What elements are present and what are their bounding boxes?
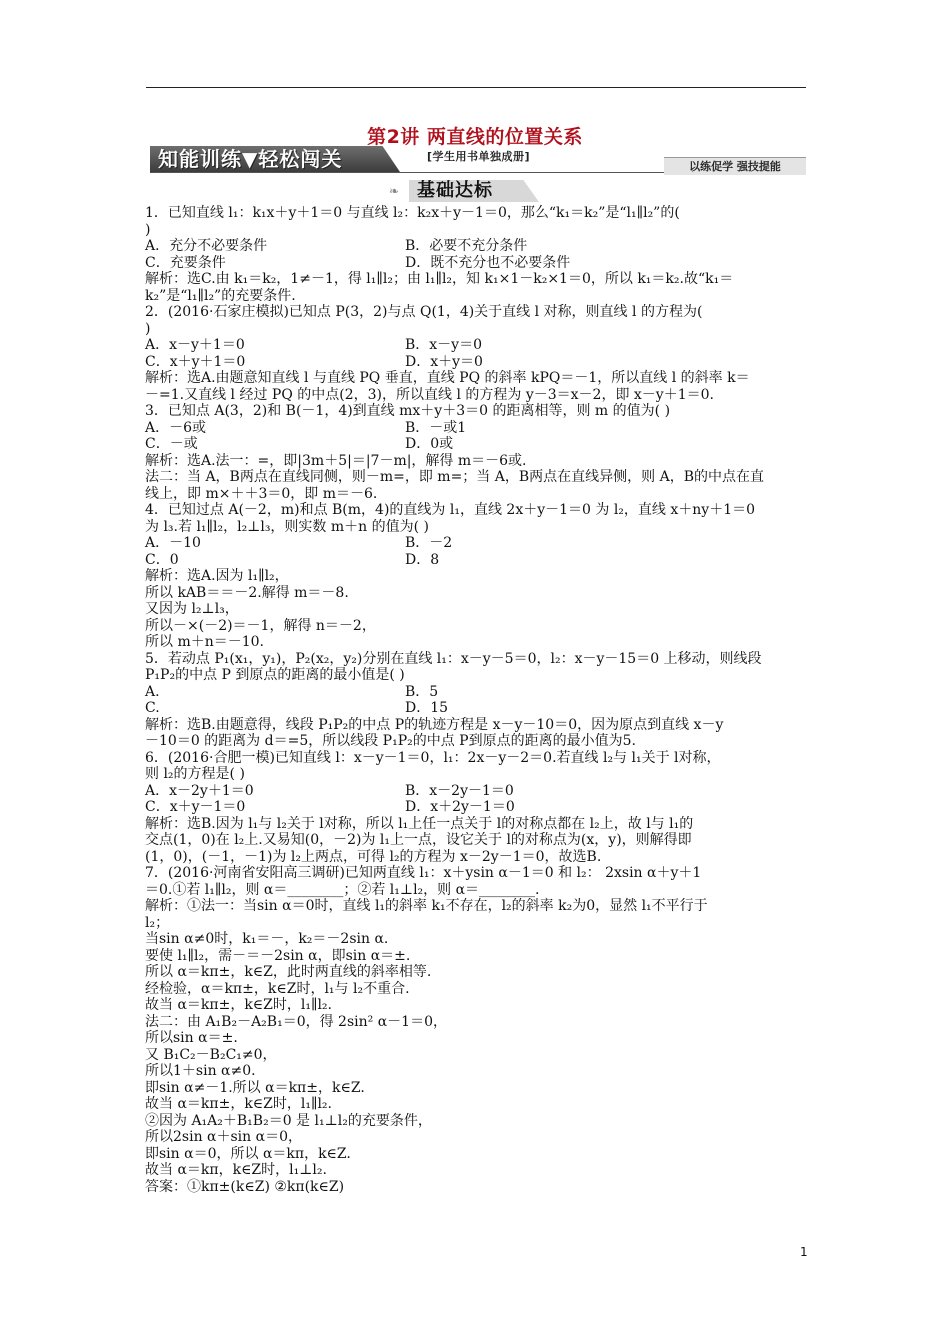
section-heading-text: 基础达标 [417,180,493,201]
option-text: B．必要不充分条件 [405,238,528,254]
section-heading [389,178,559,202]
text-line: 解析：选C.由 k₁＝k₂，1≠－1，得 l₁∥l₂；由 l₁∥l₂，知 k₁×1－k₂×1＝0，所以 k₁＝k₂.故“k₁＝ [145,271,734,287]
text-line: 所以2sin α＋sin α＝0， [145,1129,302,1145]
text-line: 故当 α＝kπ±，k∈Z时，l₁∥l₂. [145,997,332,1013]
option-text: B．－或1 [405,419,467,436]
banner-text: 知能训练▼轻松闯关 [158,147,343,171]
option-text: A．x－2y＋1＝0 [145,782,254,799]
option-row [145,354,807,371]
text-line: ) [145,320,151,337]
text-line: P₁P₂的中点 P 到原点的距离的最小值是( ) [145,667,405,683]
option-text: B．x－2y－1＝0 [405,782,514,799]
option-row [145,238,807,255]
section-decoration-icon: ❧ [389,184,400,198]
option-text: A．－10 [145,535,201,551]
text-line: 所以 m＋n＝－10. [145,634,265,650]
text-line: l₂； [145,914,170,931]
text-line: 解析：选B.因为 l₁与 l₂关于 l对称，所以 l₁上任一点关于 l的对称点都在 l₂上，故 l与 l₁的 [145,815,694,832]
text-line: 2．(2016·石家庄模拟)已知点 P(3，2)与点 Q(1，4)关于直线 l 对称，则直线 l 的方程为( [145,304,703,320]
text-line: 法二：由 A₁B₂－A₂B₁＝0，得 2sin² α－1＝0， [145,1013,447,1030]
top-rule [146,87,806,88]
text-line: 3．已知点 A(3，2)和 B(－1，4)到直线 mx＋y＋3＝0 的距离相等，则 m 的值为( ) [145,403,671,419]
text-line: 解析：选A.因为 l₁∥l₂， [145,568,289,584]
text-line: 1．已知直线 l₁：k₁x＋y＋1＝0 与直线 l₂：k₂x＋y－1＝0，那么“k₁＝k₂”是“l₁∥l₂”的( [145,205,680,221]
option-text: D．8 [405,551,440,568]
text-line: 所以 kAB＝＝－2.解得 m＝－8. [145,584,349,601]
text-line: 当sin α≠0时，k₁＝－，k₂＝－2sin α. [145,931,389,947]
option-text: B．－2 [405,535,453,551]
option-row [145,255,807,272]
text-line: 要使 l₁∥l₂，需－＝－2sin α，即sin α＝±. [145,947,411,964]
text-line: 即sin α＝0，所以 α＝kπ，k∈Z. [145,1145,351,1162]
text-line: 7．(2016·河南省安阳高三调研)已知两直线 l₁：x＋ysin α－1＝0 和 l₂： 2xsin α＋y＋1 [145,865,702,881]
text-line: 所以 α＝kπ±，k∈Z，此时两直线的斜率相等. [145,964,432,980]
text-line: 交点(1，0)在 l₂上.又易知(0，－2)为 l₁上一点，设它关于 l的对称点为(x，y)，则解得即 [145,832,692,848]
option-text: A．－6或 [145,419,207,436]
option-text: C．－或 [145,436,198,452]
text-line: 线上，即 m×＋＋3＝0，即 m＝－6. [145,485,378,502]
option-text: A．充分不必要条件 [145,238,268,254]
text-line: 即sin α≠－1.所以 α＝kπ±，k∈Z. [145,1079,365,1096]
banner-slogan: 以练促学 强技提能 [664,157,806,175]
option-row [145,535,807,552]
text-line: ) [145,221,151,238]
text-line: 所以1＋sin α≠0. [145,1063,256,1079]
text-line: ②因为 A₁A₂＋B₁B₂＝0 是 l₁⊥l₂的充要条件， [145,1112,432,1129]
option-row [145,684,807,701]
option-text: B．5 [405,683,439,700]
lesson-title: 第2讲 两直线的位置关系 [367,126,583,148]
text-line: 解析：①法一：当sin α＝0时，直线 l₁的斜率 k₁不存在，l₂的斜率 k₂为0，显然 l₁不平行于 [145,898,708,914]
option-text: A. [145,683,160,700]
option-text: D．15 [405,700,449,716]
text-line: 又因为 l₂⊥l₃， [145,601,239,617]
option-text: C．0 [145,551,179,568]
text-line: 解析：选B.由题意得，线段 P₁P₂的中点 P的轨迹方程是 x－y－10＝0，因为原点到直线 x－y [145,716,724,733]
option-row [145,436,807,453]
text-line: －=1.又直线 l 经过 PQ 的中点(2，3)，所以直线 l 的方程为 y－3＝x－2，即 x－y＋1＝0. [145,386,714,403]
option-text: C．x＋y－1＝0 [145,799,246,815]
section-banner [150,146,440,174]
text-line: 法二：当 A，B两点在直线同侧，则－m=，即 m=；当 A，B两点在直线异侧，则 A，B的中点在直 [145,469,765,485]
option-text: D．x＋y＝0 [405,353,483,370]
text-line: 所以sin α＝±. [145,1030,238,1046]
text-line: 故当 α＝kπ±，k∈Z时，l₁∥l₂. [145,1096,332,1112]
text-line: 答案：①kπ±(k∈Z) ②kπ(k∈Z) [145,1178,345,1195]
text-line: －10＝0 的距离为 d＝=5，所以线段 P₁P₂的中点 P到原点的距离的最小值为5. [145,733,636,749]
option-row [145,700,807,717]
option-text: D．0或 [405,436,454,452]
text-line: 5．若动点 P₁(x₁，y₁)，P₂(x₂，y₂)分别在直线 l₁：x－y－5＝0，l₂：x－y－15＝0 上移动，则线段 [145,650,762,667]
exercise-content [145,205,807,1195]
option-row [145,552,807,569]
option-row [145,337,807,354]
option-text: C．x＋y＋1＝0 [145,353,246,370]
text-line: 4．已知过点 A(－2，m)和点 B(m，4)的直线为 l₁，直线 2x＋y－1＝0 为 l₂，直线 x＋ny＋1＝0 [145,502,756,518]
option-text: C. [145,700,160,716]
text-line: 故当 α＝kπ，k∈Z时，l₁⊥l₂. [145,1162,327,1178]
text-line: 所以－×(－2)＝－1，解得 n＝－2， [145,617,376,634]
option-text: C．充要条件 [145,254,226,271]
text-line: 则 l₂的方程是( ) [145,766,245,782]
option-text: A．x－y＋1＝0 [145,337,245,353]
page-number: 1 [800,1245,808,1259]
option-text: D．x＋2y－1＝0 [405,799,515,815]
student-book-note: [学生用书单独成册] [427,150,531,163]
text-line: ＝0.①若 l₁∥l₂，则 α＝________；②若 l₁⊥l₂，则 α＝________. [145,881,540,898]
option-text: B．x－y＝0 [405,337,482,353]
option-row [145,420,807,437]
text-line: k₂”是“l₁∥l₂”的充要条件. [145,287,296,304]
option-row [145,783,807,800]
text-line: 为 l₃.若 l₁∥l₂，l₂⊥l₃，则实数 m＋n 的值为( ) [145,518,429,535]
text-line: 解析：选A.由题意知直线 l 与直线 PQ 垂直，直线 PQ 的斜率 kPQ＝－1，所以直线 l 的斜率 k＝ [145,370,750,386]
text-line: 又 B₁C₂－B₂C₁≠0， [145,1046,277,1063]
option-row [145,799,807,816]
text-line: 6．(2016·合肥一模)已知直线 l：x－y－1＝0，l₁：2x－y－2＝0.若直线 l₂与 l₁关于 l对称， [145,749,721,766]
text-line: (1，0)，(－1，－1)为 l₂上两点，可得 l₂的方程为 x－2y－1＝0，故选B. [145,848,602,865]
option-text: D．既不充分也不必要条件 [405,254,571,271]
text-line: 经检验，α＝kπ±，k∈Z时，l₁与 l₂不重合. [145,980,410,997]
text-line: 解析：选A.法一：=，即|3m＋5|＝|7－m|，解得 m＝－6或. [145,452,527,469]
